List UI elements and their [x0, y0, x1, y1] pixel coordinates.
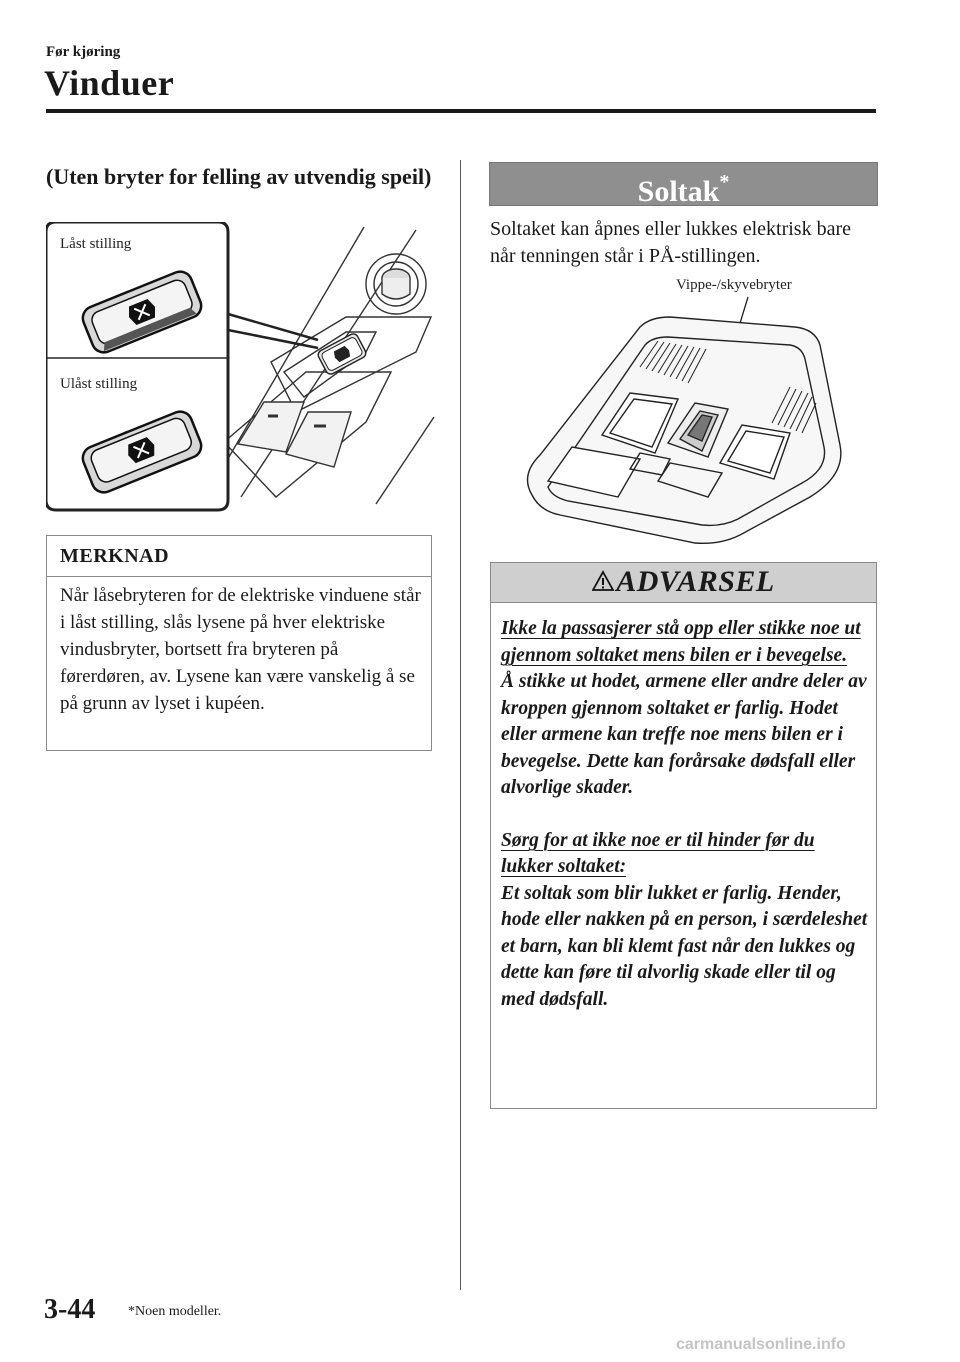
warning-text-2: Et soltak som blir lukket er farlig. Hender, hode eller nakken på en person, i særdeleshet et barn, kan bli klemt fast når den lukkes og dette kan føre til alvorlig skade eller til og med dødsfall.: [501, 882, 868, 1010]
note-box: [46, 535, 432, 751]
warning-box: [490, 562, 877, 1109]
page-title: Vinduer: [44, 63, 175, 103]
sunroof-banner: [489, 162, 878, 206]
column-divider: [460, 160, 461, 1290]
note-title: MERKNAD: [47, 536, 431, 577]
header-rule: [46, 109, 876, 113]
warning-heading-2: Sørg for at ikke noe er til hinder før du lukker soltaket:: [501, 829, 815, 877]
label-locked: Låst stilling: [60, 236, 132, 252]
label-unlocked: Ulåst stilling: [60, 376, 138, 392]
warning-triangle-icon: [592, 570, 614, 592]
warning-header: [491, 563, 876, 603]
section-label: Før kjøring: [46, 44, 121, 60]
label-tilt-slide-switch: Vippe-/skyvebryter: [676, 277, 792, 293]
note-body: Når låsebryteren for de elektriske vinduene står i låst stilling, slås lysene på hver elektriske vindusbryter, bortsett fra bryteren på førerdøren, av. Lysene kan være vanskelig å se på grunn av lyset i kupéen.: [60, 585, 421, 714]
page-number: 3-44: [44, 1294, 96, 1325]
footnote: *Noen modeller.: [128, 1304, 222, 1319]
sub-heading: (Uten bryter for felling av utvendig speil): [46, 164, 432, 189]
warning-heading-1: Ikke la passasjerer stå opp eller stikke noe ut gjennom soltaket mens bilen er i bevegelse.: [501, 618, 861, 666]
lock-switch-figure: [46, 222, 438, 512]
warning-text-1: Å stikke ut hodet, armene eller andre deler av kroppen gjennom soltaket er farlig. Hodet eller armene kan treffe noe mens bilen er i bevegelse. Dette kan forårsake dødsfall eller alvorlige skader.: [501, 671, 867, 798]
watermark: carmanualsonline.info: [676, 1336, 846, 1353]
sunroof-console-figure: [490, 275, 876, 547]
sunroof-intro: Soltaket kan åpnes eller lukkes elektrisk bare når tenningen står i PÅ-stillingen.: [490, 218, 851, 267]
warning-body: [501, 616, 869, 1013]
asterisk-mark: *: [719, 171, 730, 193]
sunroof-title: Soltak: [637, 175, 720, 208]
warning-title: ADVARSEL: [616, 565, 775, 598]
